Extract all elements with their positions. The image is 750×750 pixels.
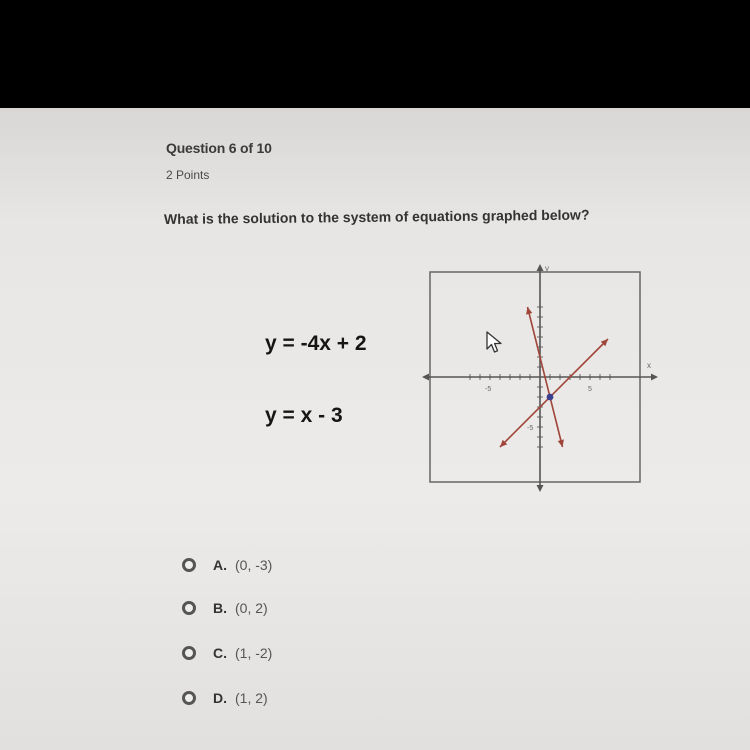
choice-letter: A. [213,557,227,573]
x-axis-arrow-right [651,374,658,381]
choice-text: (1, -2) [235,645,273,661]
question-points: 2 Points [166,168,210,182]
system-graph [418,262,662,494]
x-axis-arrow-left [422,374,429,381]
intersection-point [547,394,554,401]
y-axis-label: y [545,264,549,273]
choice-letter: D. [213,690,227,706]
radio-button-icon[interactable] [182,558,196,572]
equation-2: y = x - 3 [265,404,343,427]
x-tick-label-pos: 5 [588,386,592,393]
choice-b[interactable] [182,593,382,623]
graph-line-2 [500,339,608,447]
x-tick-label-neg: -5 [485,386,492,393]
question-prompt: What is the solution to the system of equations graphed below? [163,206,590,227]
mouse-pointer-icon [484,330,506,356]
choice-text: (0, 2) [235,600,268,616]
choice-text: (1, 2) [235,690,268,706]
y-tick-label-neg: -5 [527,425,534,432]
y-axis-arrow-bottom [537,485,544,492]
radio-button-icon[interactable] [182,601,196,615]
choice-d[interactable] [182,683,382,713]
choice-c[interactable] [182,638,382,668]
x-axis-label: x [647,361,651,370]
question-number: Question 6 of 10 [166,140,272,156]
choice-letter: B. [213,600,227,616]
radio-button-icon[interactable] [182,646,196,660]
choice-text: (0, -3) [235,557,273,573]
y-axis-arrow-top [537,264,544,271]
choice-a[interactable] [182,550,382,580]
equation-1: y = -4x + 2 [265,332,367,355]
radio-button-icon[interactable] [182,691,196,705]
choice-letter: C. [213,645,227,661]
